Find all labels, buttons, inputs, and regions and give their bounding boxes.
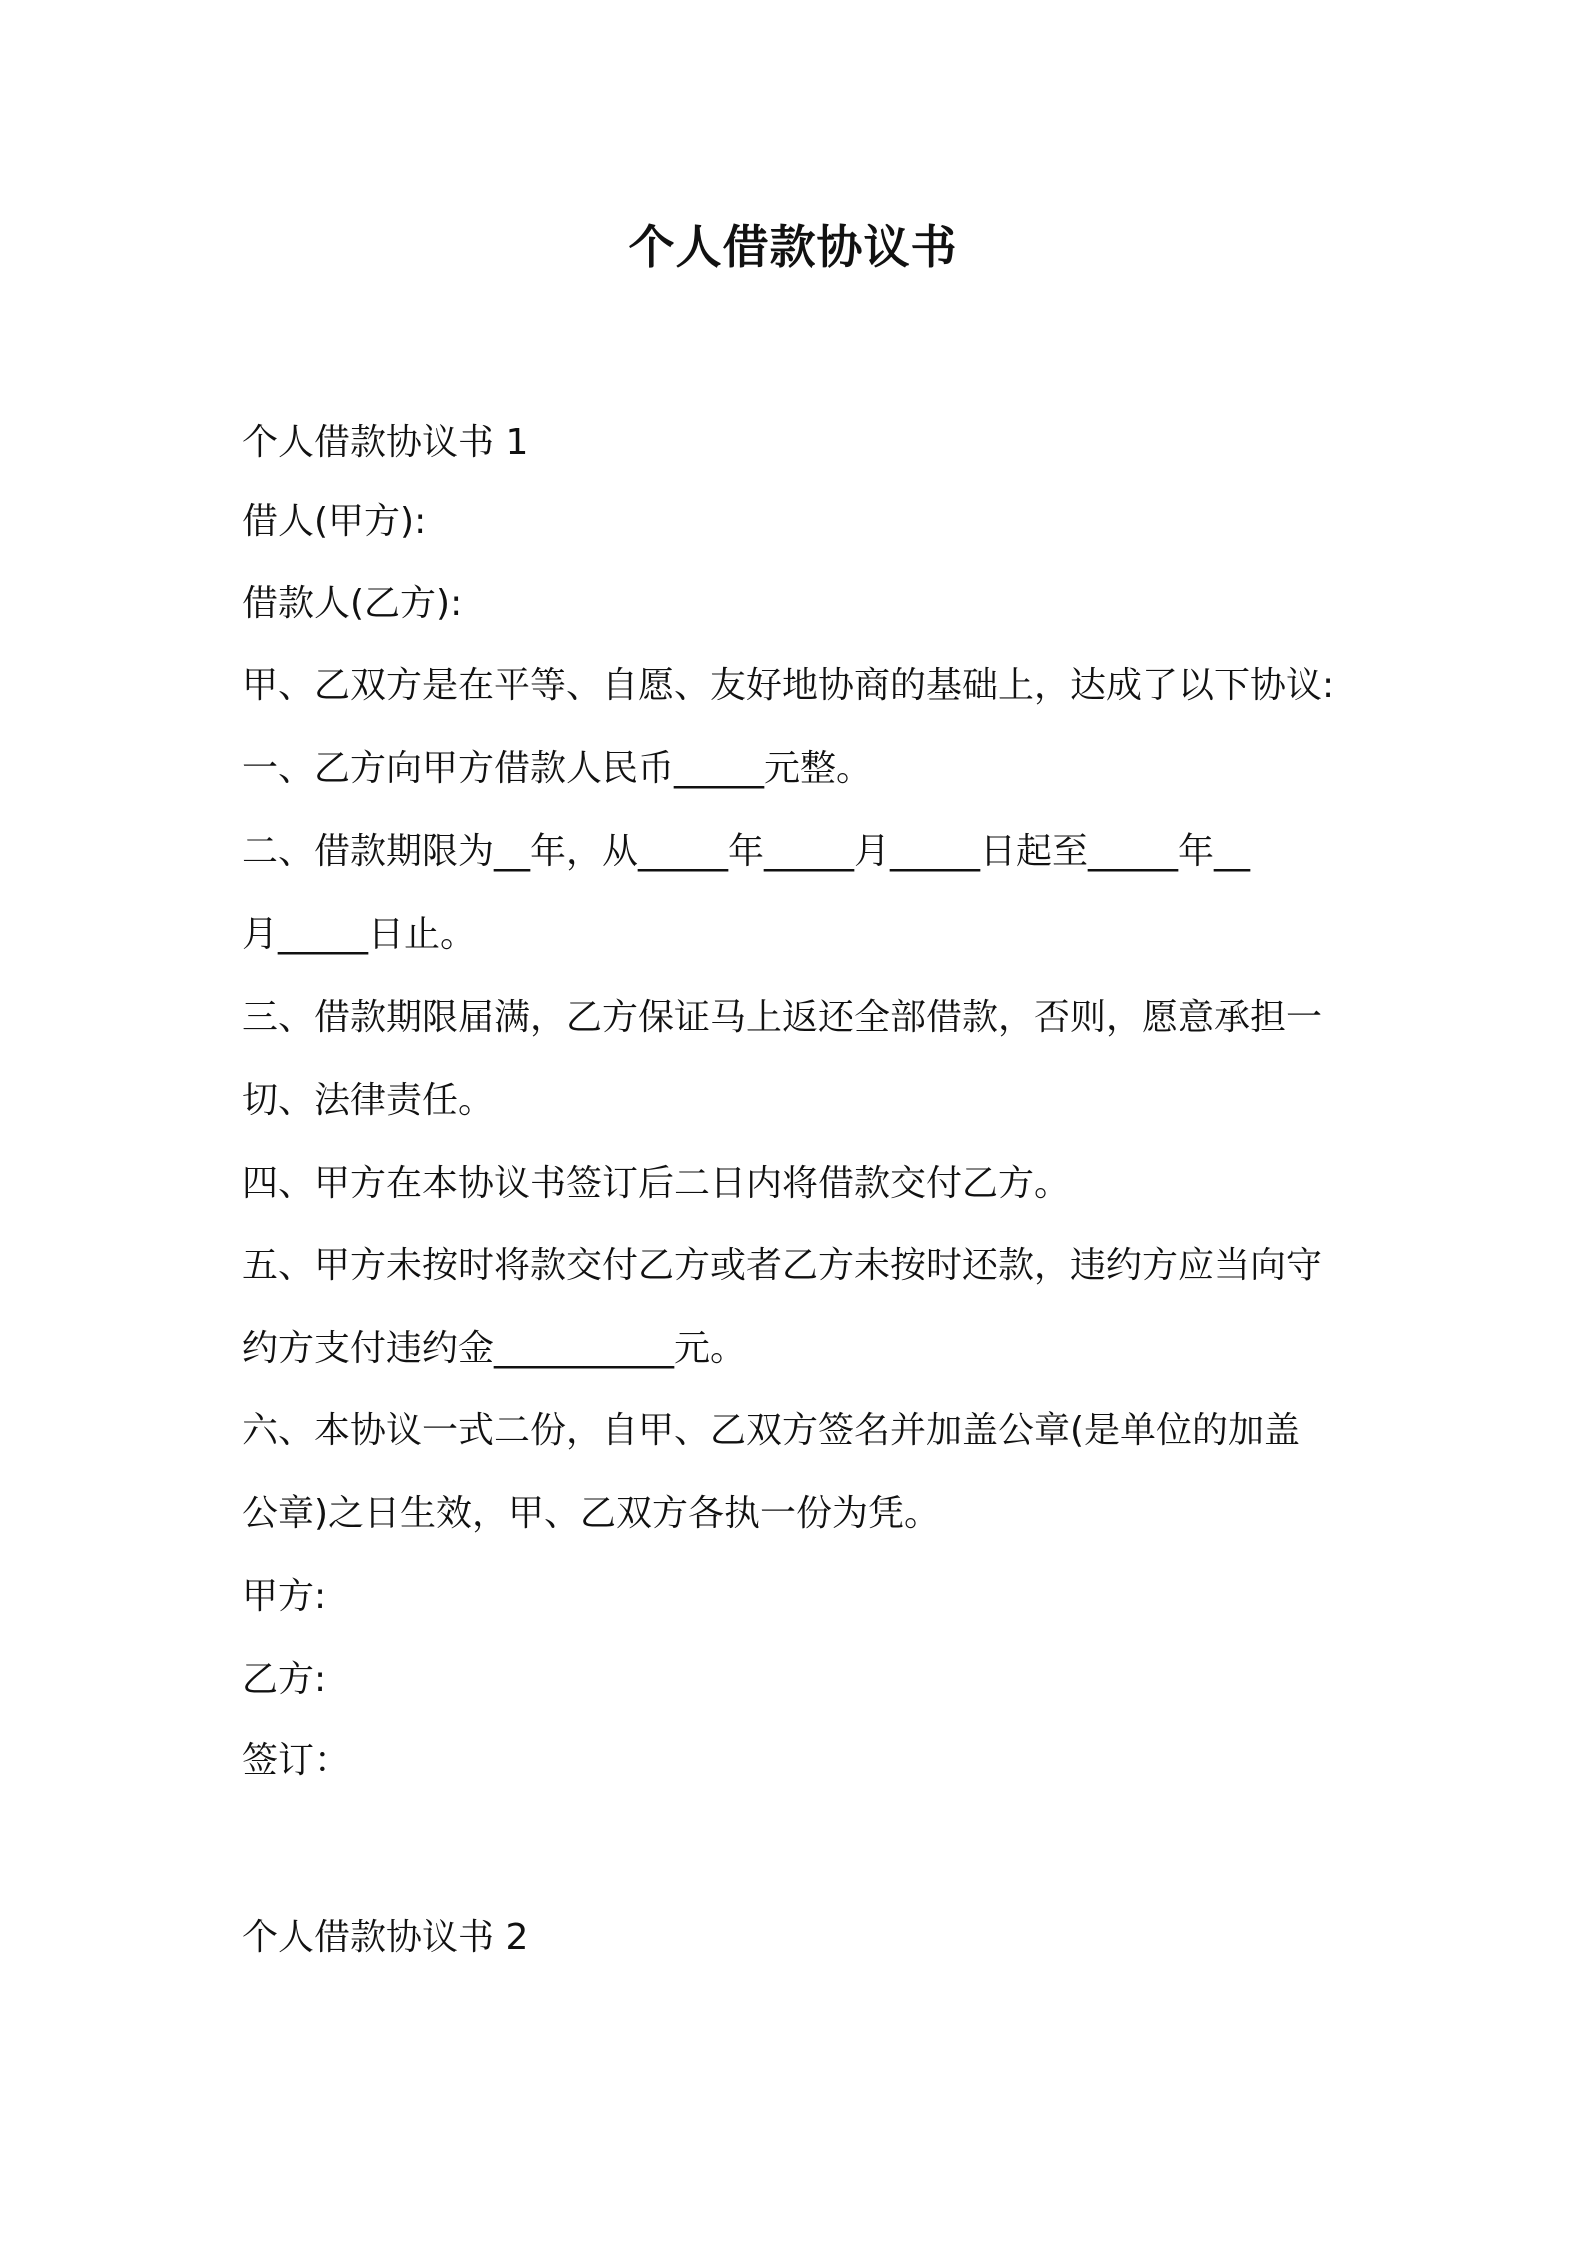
agreement-intro: 甲、乙双方是在平等、自愿、友好地协商的基础上，达成了以下协议: <box>242 665 1335 706</box>
clause-2-line-2: 月_____日止。 <box>242 914 477 955</box>
party-b-signature-line: 乙方: <box>242 1659 327 1700</box>
signing-date-line: 签订： <box>242 1740 351 1781</box>
lender-line: 借人(甲方): <box>242 501 427 542</box>
clause-5-line-2: 约方支付违约金__________元。 <box>242 1328 747 1369</box>
section-heading-2: 个人借款协议书 2 <box>242 1917 529 1958</box>
clause-5-line-1: 五、甲方未按时将款交付乙方或者乙方未按时还款，违约方应当向守 <box>242 1245 1323 1286</box>
party-a-signature-line: 甲方: <box>242 1576 327 1617</box>
clause-4: 四、甲方在本协议书签订后二日内将借款交付乙方。 <box>242 1163 1071 1204</box>
clause-2-line-1: 二、借款期限为__年，从_____年_____月_____日起至_____年__ <box>242 831 1251 872</box>
clause-6-line-2: 公章)之日生效，甲、乙双方各执一份为凭。 <box>242 1493 941 1534</box>
borrower-line: 借款人(乙方): <box>242 583 463 624</box>
clause-3-line-1: 三、借款期限届满，乙方保证马上返还全部借款，否则，愿意承担一 <box>242 997 1323 1038</box>
clause-1: 一、乙方向甲方借款人民币_____元整。 <box>242 748 873 789</box>
section-heading-1: 个人借款协议书 1 <box>242 422 529 463</box>
clause-6-line-1: 六、本协议一式二份，自甲、乙双方签名并加盖公章(是单位的加盖 <box>242 1410 1301 1451</box>
document-title: 个人借款协议书 <box>628 220 958 274</box>
clause-3-line-2: 切、法律责任。 <box>242 1080 495 1121</box>
